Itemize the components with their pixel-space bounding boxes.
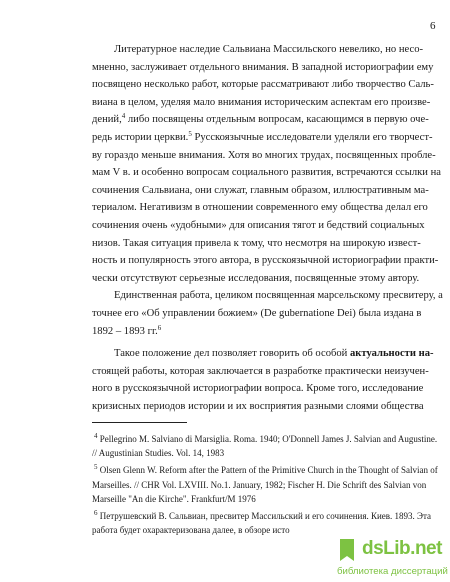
text-line: низов. Такая ситуация привела к тому, что несмотря на широкую извест- — [92, 237, 421, 249]
text-line: кризисных периодов истории и их восприятия разными слоями общества — [92, 400, 424, 412]
page-number: 6 — [430, 20, 436, 32]
text-line: териалом. Негативизм в отношении современного ему общества делал его — [92, 202, 428, 214]
footnote-number: 6 — [94, 508, 98, 517]
footnote-ref: 6 — [157, 323, 162, 332]
text-line: виана в целом, уделяя мало внимания историческим аспектам его произве- — [92, 96, 431, 108]
text-line: точнее его «Об управлении божием» (De gubernatione Dei) была издана в — [92, 307, 422, 319]
footnote-line: работа будет охарактеризована далее, в обзоре исто — [92, 525, 290, 536]
footnote-line: Marseille "An die Kirche". Frankfurt/M 1976 — [92, 493, 256, 504]
text-line: ного в русскоязычной историографии вопроса. Кроме того, исследование — [92, 383, 424, 395]
emphasis-word: актуальности на- — [350, 348, 434, 360]
text-line: посвящено несколько работ, которые рассматривают либо творчество Саль- — [92, 79, 434, 91]
text-line: 1892 – 1893 гг.$^6$ — [92, 323, 162, 337]
watermark-subtitle: библиотека диссертаций — [337, 566, 448, 577]
text-line: Единственная работа, целиком посвященная марсельскому пресвитеру, а — [114, 290, 443, 302]
text-line: чески отсутствуют серьезные исследования, посвященные этому автору. — [92, 272, 420, 284]
text-line: дений,$^4$ либо посвящены отдельным вопросам, касающимся в первую оче- — [92, 112, 429, 126]
text-line: редь истории церкви.$^5$ Русскоязычные исследователи уделяли его творчест- — [92, 129, 433, 143]
footnote-ref: 5 — [188, 129, 192, 138]
footnote-divider — [92, 422, 187, 423]
text-line: ность и популярность этого автора, в русскоязычной историографии практи- — [92, 255, 439, 267]
footnote-5: $^5$ Olsen Glenn W. Reform after the Pattern of the Primitive Church in the Thought of Salvian of — [94, 463, 438, 476]
text-line: Литературное наследие Сальвиана Массильского невелико, но несо- — [114, 44, 424, 55]
text-line: мам V в. и особенно вопросам социального развития, встречаются ссылки на — [92, 167, 441, 179]
text-line: сочинения Сальвиана, они служат, главным образом, иллюстративным ма- — [92, 184, 429, 196]
footnote-number: 5 — [94, 463, 98, 472]
dslib-logo-icon — [336, 536, 358, 566]
text-line: ву гораздо меньше внимания. Хотя во многих трудах, посвященных пробле- — [92, 149, 436, 161]
text-line: сочинения очень «удобными» для описания тягот и бедствий социальных — [92, 219, 425, 231]
footnotes — [92, 432, 438, 537]
text-line: Такое положение дел позволяет говорить об особой актуальности на- — [114, 348, 434, 360]
footnote-4: $^4$ Pellegrino M. Salviano di Marsiglia. Roma. 1940; O'Donnell James J. Salvian and Augustine. — [94, 432, 438, 444]
body-text — [92, 41, 443, 415]
footnote-ref: 4 — [121, 112, 126, 121]
watermark-brand: dsLib.net — [362, 538, 442, 559]
text-line: мненно, заслуживает отдельного внимания. В западной историографии ему — [92, 61, 434, 73]
footnote-line: Marseilles. // CHR Vol. LXVIII. No.1. January, 1982; Fischer H. Die Schrift des Salvian von — [92, 479, 427, 490]
footnote-number: 4 — [94, 432, 98, 440]
text-line: стоящей работы, которая заключается в разработке практически неизучен- — [92, 365, 429, 377]
footnote-6: $^6$ Петрушевский В. Сальвиан, пресвитер Массильский и его сочинения. Киев. 1893. Эта — [94, 508, 432, 521]
watermark — [336, 536, 448, 580]
footnote-line: // Augustinian Studies. Vol. 14, 1983 — [92, 448, 225, 459]
